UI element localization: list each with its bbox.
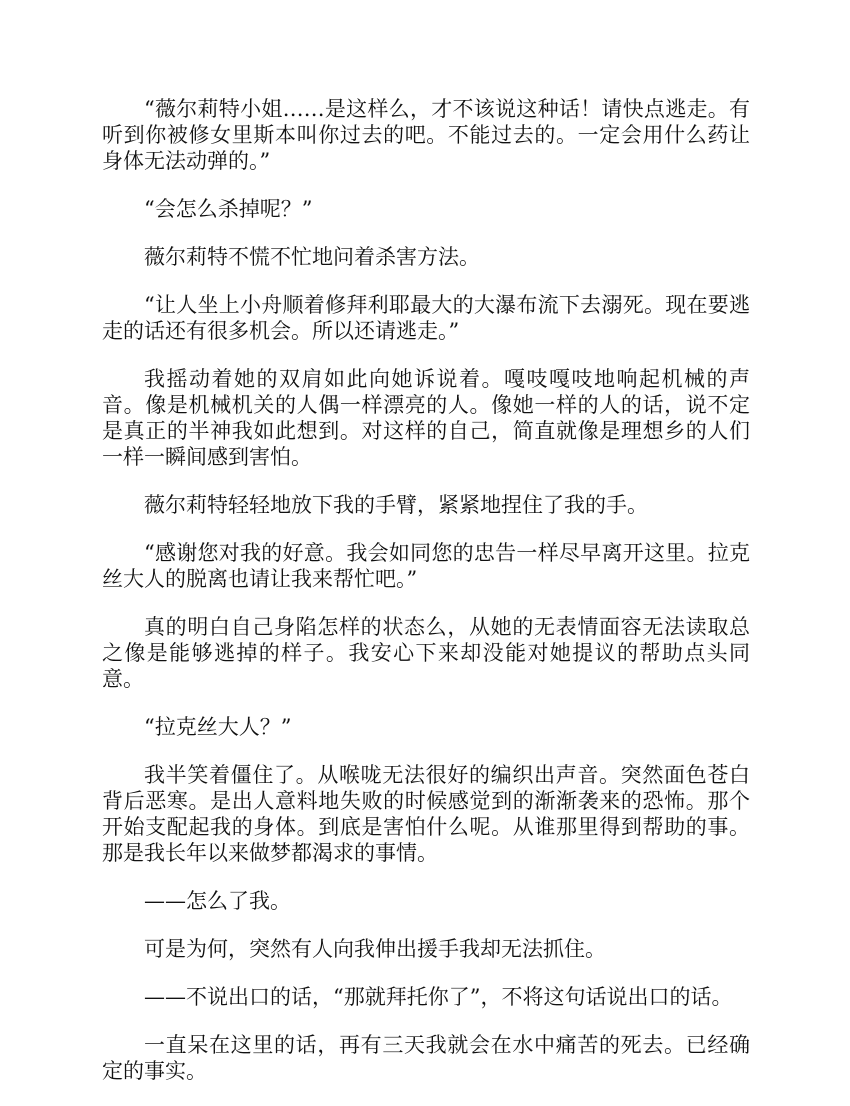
document-page <box>102 96 750 1106</box>
paragraph: “感谢您对我的好意。我会如同您的忠告一样尽早离开这里。拉克丝大人的脱离也请让我来帮忙吧。” <box>102 541 750 591</box>
paragraph: ——怎么了我。 <box>144 889 291 913</box>
paragraph: 薇尔莉特不慌不忙地问着杀害方法。 <box>144 245 480 269</box>
paragraph: “让人坐上小舟顺着修拜利耶最大的大瀑布流下去溺死。现在要逃走的话还有很多机会。所以还请逃走。” <box>102 293 750 343</box>
paragraph: “薇尔莉特小姐……是这样么，才不该说这种话！请快点逃走。有听到你被修女里斯本叫你过去的吧。不能过去的。一定会用什么药让身体无法动弹的。” <box>102 97 750 173</box>
paragraph: 薇尔莉特轻轻地放下我的手臂，紧紧地捏住了我的手。 <box>144 493 648 517</box>
paragraph: 我半笑着僵住了。从喉咙无法很好的编织出声音。突然面色苍白背后恶寒。是出人意料地失败的时候感觉到的渐渐袭来的恐怖。那个开始支配起我的身体。到底是害怕什么呢。从谁那里得到帮助的事。那是我长年以来做梦都渴求的事情。 <box>102 763 750 865</box>
paragraph: “会怎么杀掉呢？” <box>144 197 313 221</box>
paragraph: ——不说出口的话，“那就拜托你了”，不将这句话说出口的话。 <box>144 985 733 1009</box>
paragraph: 我摇动着她的双肩如此向她诉说着。嘎吱嘎吱地响起机械的声音。像是机械机关的人偶一样漂亮的人。像她一样的人的话，说不定是真正的半神我如此想到。对这样的自己，简直就像是理想乡的人们一样一瞬间感到害怕。 <box>102 367 750 469</box>
paragraph: 一直呆在这里的话，再有三天我就会在水中痛苦的死去。已经确定的事实。 <box>102 1033 750 1083</box>
paragraph: 可是为何，突然有人向我伸出援手我却无法抓住。 <box>144 937 606 961</box>
paragraph: “拉克丝大人？” <box>144 715 292 739</box>
paragraph: 真的明白自己身陷怎样的状态么，从她的无表情面容无法读取总之像是能够逃掉的样子。我安心下来却没能对她提议的帮助点头同意。 <box>102 615 750 691</box>
